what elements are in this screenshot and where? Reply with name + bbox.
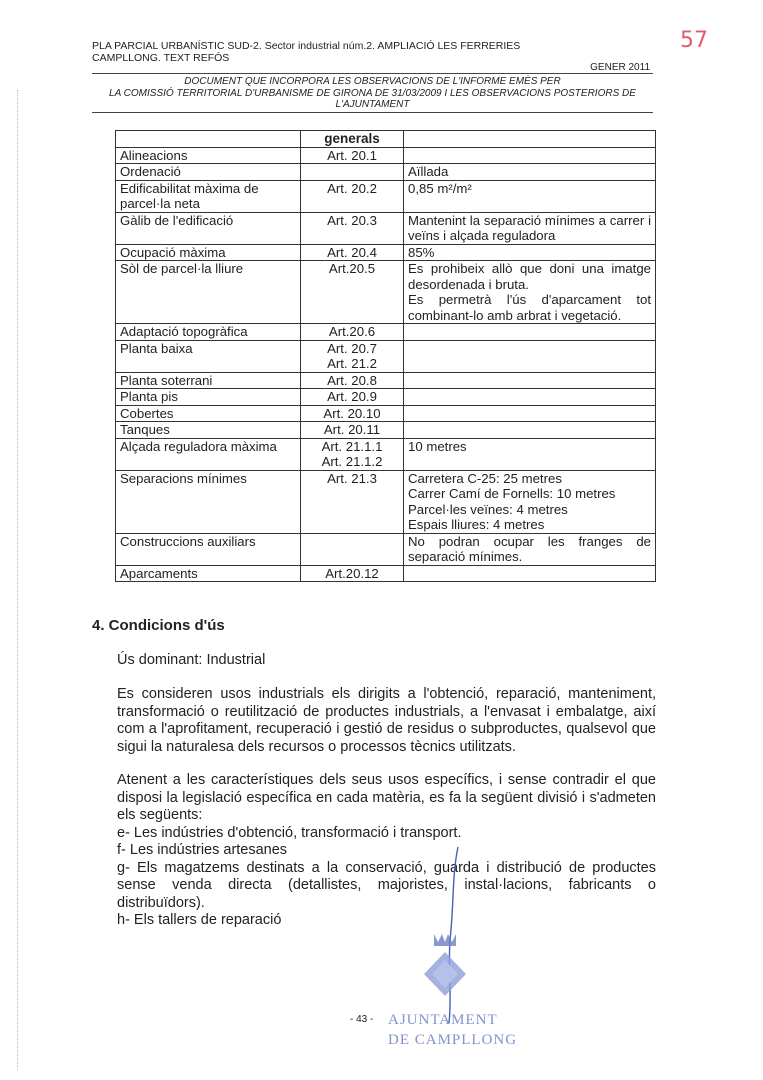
row-name: Adaptació topogràfica xyxy=(116,324,301,341)
page-number: - 43 - xyxy=(350,1014,374,1025)
table-header-generals: generals xyxy=(301,131,404,148)
table-row xyxy=(116,147,656,164)
row-value: 0,85 m²/m² xyxy=(404,180,656,212)
row-name: Alineacions xyxy=(116,147,301,164)
row-name: Edificabilitat màxima de parcel·la neta xyxy=(116,180,301,212)
header-note-line-2: LA COMISSIÓ TERRITORIAL D'URBANISME DE GIRONA DE 31/03/2009 I LES OBSERVACIONS POSTERIORS DE xyxy=(109,87,636,99)
table-row xyxy=(116,324,656,341)
row-value: 10 metres xyxy=(404,438,656,470)
row-name: Tanques xyxy=(116,422,301,439)
row-article: Art. 20.10 xyxy=(301,405,404,422)
parameters-table xyxy=(115,130,656,582)
row-name: Sòl de parcel·la lliure xyxy=(116,261,301,324)
table-row xyxy=(116,372,656,389)
row-name: Aparcaments xyxy=(116,565,301,582)
row-article xyxy=(301,164,404,181)
row-article: Art. 20.3 xyxy=(301,212,404,244)
margin-rule xyxy=(17,90,18,1070)
table-header-row xyxy=(116,131,656,148)
paragraph-2-intro: Atenent a les característiques dels seus usos específics, i sense contradir el que disposi la legislació específica en cada matèria, es fa la següent divisió i s'admeten els següents: xyxy=(117,772,656,823)
row-article: Art. 20.11 xyxy=(301,422,404,439)
list-item: e- Les indústries d'obtenció, transformació i transport. xyxy=(117,824,462,841)
row-article: Art. 21.3 xyxy=(301,470,404,533)
row-name: Separacions mínimes xyxy=(116,470,301,533)
row-value xyxy=(404,147,656,164)
row-value xyxy=(404,324,656,341)
row-article: Art. 20.9 xyxy=(301,389,404,406)
row-article: Art. 20.1 xyxy=(301,147,404,164)
row-article: Art. 21.1.1 Art. 21.1.2 xyxy=(301,438,404,470)
row-name: Planta soterrani xyxy=(116,372,301,389)
row-article: Art. 20.7 Art. 21.2 xyxy=(301,340,404,372)
section-title: 4. Condicions d'ús xyxy=(92,617,225,634)
header-note xyxy=(92,76,653,111)
dominant-use: Ús dominant: Industrial xyxy=(117,652,266,668)
document-header xyxy=(92,40,520,64)
row-value xyxy=(404,340,656,372)
row-value: Aïllada xyxy=(404,164,656,181)
header-divider xyxy=(92,73,653,74)
row-value xyxy=(404,405,656,422)
table-row xyxy=(116,180,656,212)
header-divider-2 xyxy=(92,112,653,113)
row-name: Ordenació xyxy=(116,164,301,181)
row-value: Es prohibeix allò que doni una imatge desordenada i bruta. Es permetrà l'ús d'aparcament tot combinant-lo amb arbrat i vegetació. xyxy=(404,261,656,324)
row-article: Art.20.5 xyxy=(301,261,404,324)
row-value: 85% xyxy=(404,244,656,261)
row-value: Mantenint la separació mínimes a carrer i veïns i alçada reguladora xyxy=(404,212,656,244)
row-article: Art. 20.2 xyxy=(301,180,404,212)
row-value: No podran ocupar les franges de separació mínimes. xyxy=(404,533,656,565)
table-row xyxy=(116,261,656,324)
table-row xyxy=(116,422,656,439)
table-row xyxy=(116,533,656,565)
row-name: Planta baixa xyxy=(116,340,301,372)
row-name: Gàlib de l'edificació xyxy=(116,212,301,244)
row-article: Art. 20.8 xyxy=(301,372,404,389)
row-value xyxy=(404,422,656,439)
row-name: Construccions auxiliars xyxy=(116,533,301,565)
header-line-2: CAMPLLONG. TEXT REFÓS xyxy=(92,52,230,64)
row-name: Planta pis xyxy=(116,389,301,406)
header-date: GENER 2011 xyxy=(590,62,650,73)
row-name: Cobertes xyxy=(116,405,301,422)
list-item: f- Les indústries artesanes xyxy=(117,842,288,858)
row-value: Carretera C-25: 25 metres Carrer Camí de Fornells: 10 metres Parcel·les veïnes: 4 metres Espais lliures: 4 metres xyxy=(404,470,656,533)
list-item: g- Els magatzems destinats a la conservació, guarda i distribució de productes sense venda directa (detallistes, majoristes, instal·lacions, fabricants o distribuïdors). xyxy=(117,859,656,911)
stamp-line-1: AJUNTAMENT xyxy=(388,1012,498,1028)
table-row xyxy=(116,470,656,533)
row-article xyxy=(301,533,404,565)
table-row xyxy=(116,212,656,244)
table-row xyxy=(116,164,656,181)
row-article: Art.20.12 xyxy=(301,565,404,582)
handwritten-page-number: 57 xyxy=(680,28,708,53)
table-row xyxy=(116,565,656,582)
table-row xyxy=(116,340,656,372)
paragraph-1: Es consideren usos industrials els dirigits a l'obtenció, reparació, manteniment, transformació o reutilització de productes industrials, a l'envasat i embalatge, així com a l'aprofitament, recuperació i gestió de residus o subproductes, qualsevol que sigui la naturalesa dels recursos o processos tècnics utilitzats. xyxy=(117,686,656,755)
row-article: Art. 20.4 xyxy=(301,244,404,261)
row-value xyxy=(404,389,656,406)
municipal-emblem xyxy=(420,930,470,1010)
row-article: Art.20.6 xyxy=(301,324,404,341)
table-row xyxy=(116,244,656,261)
stamp-line-2: DE CAMPLLONG xyxy=(388,1032,518,1048)
table-row xyxy=(116,389,656,406)
header-note-line-1: DOCUMENT QUE INCORPORA LES OBSERVACIONS DE L'INFORME EMÈS PER xyxy=(184,76,561,87)
row-name: Alçada reguladora màxima xyxy=(116,438,301,470)
row-value xyxy=(404,372,656,389)
table-row xyxy=(116,438,656,470)
paragraph-2 xyxy=(117,772,656,930)
municipal-stamp xyxy=(388,1010,517,1050)
header-note-line-3: L'AJUNTAMENT xyxy=(335,99,410,110)
row-value xyxy=(404,565,656,582)
list-item: h- Els tallers de reparació xyxy=(117,912,282,928)
table-row xyxy=(116,405,656,422)
row-name: Ocupació màxima xyxy=(116,244,301,261)
header-line-1: PLA PARCIAL URBANÍSTIC SUD-2. Sector industrial núm.2. AMPLIACIÓ LES FERRERIES xyxy=(92,40,521,52)
